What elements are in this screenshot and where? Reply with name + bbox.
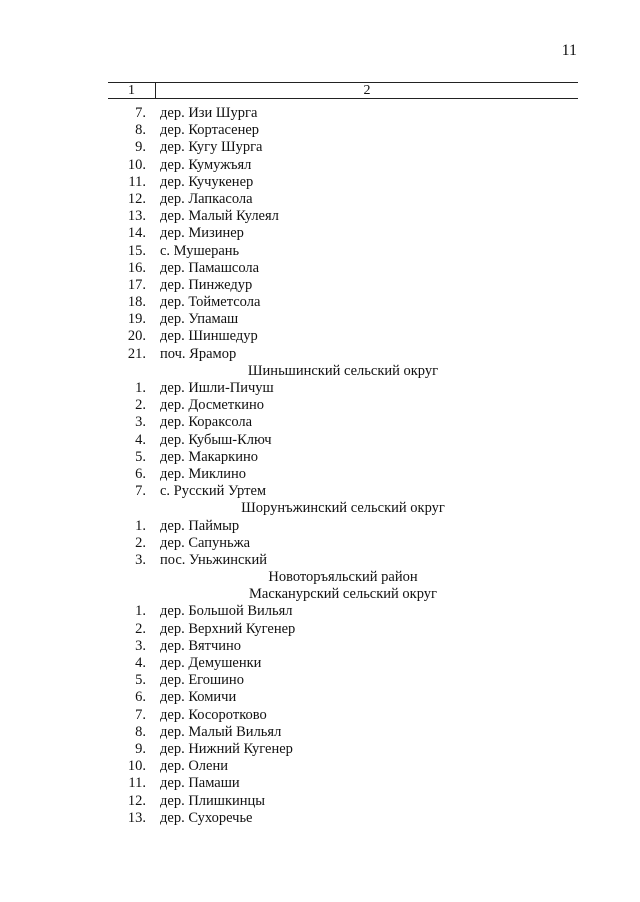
- list-item: [108, 397, 578, 414]
- section-heading: [108, 586, 578, 603]
- list-item-name: с. Русский Уртем: [160, 483, 267, 500]
- settlement-list: [108, 105, 578, 827]
- list-item-number: 1.: [135, 517, 146, 534]
- list-item-name: дер. Егошино: [160, 672, 244, 689]
- list-item: [108, 174, 578, 191]
- list-item-number: 9.: [135, 740, 146, 757]
- list-item: [108, 483, 578, 500]
- list-item-number: 11.: [128, 173, 146, 190]
- list-item: [108, 655, 578, 672]
- list-item-name: дер. Паймыр: [160, 517, 240, 534]
- list-item-number: 7.: [135, 483, 146, 500]
- page-number: 11: [561, 42, 577, 59]
- list-item: [108, 122, 578, 139]
- list-item: [108, 139, 578, 156]
- list-item-name: дер. Большой Вильял: [160, 603, 293, 620]
- list-item: [108, 243, 578, 260]
- list-item-number: 3.: [135, 551, 146, 568]
- list-item: [108, 638, 578, 655]
- list-item: [108, 518, 578, 535]
- list-item-number: 19.: [127, 311, 146, 328]
- list-item: [108, 346, 578, 363]
- list-item: [108, 741, 578, 758]
- list-item: [108, 380, 578, 397]
- list-item-number: 6.: [135, 465, 146, 482]
- list-item-number: 10.: [127, 156, 146, 173]
- list-item-name: с. Мушерань: [160, 242, 240, 259]
- list-item-name: дер. Изи Шурга: [160, 105, 258, 121]
- list-item-number: 13.: [127, 809, 146, 826]
- list-item-number: 1.: [135, 603, 146, 620]
- list-item-name: пос. Уньжинский: [160, 551, 267, 568]
- list-item: [108, 810, 578, 827]
- list-item-name: дер. Кугу Шурга: [160, 139, 263, 156]
- list-item-number: 9.: [135, 139, 146, 156]
- list-item-name: дер. Шиншедур: [160, 328, 258, 345]
- list-item: [108, 535, 578, 552]
- list-item-number: 21.: [127, 345, 146, 362]
- list-item: [108, 466, 578, 483]
- list-item: [108, 724, 578, 741]
- list-item: [108, 758, 578, 775]
- list-item-number: 13.: [127, 208, 146, 225]
- list-item-name: дер. Миклино: [160, 465, 247, 482]
- list-item-name: дер. Косоротково: [160, 706, 267, 723]
- list-item: [108, 105, 578, 122]
- list-item-number: 20.: [127, 328, 146, 345]
- list-item-number: 3.: [135, 414, 146, 431]
- list-item-name: дер. Кораксола: [160, 414, 253, 431]
- list-item-number: 18.: [127, 294, 146, 311]
- list-item: [108, 328, 578, 345]
- section-heading-text: Шорунъжинский сельский округ: [241, 500, 445, 517]
- list-item-number: 6.: [135, 689, 146, 706]
- list-item: [108, 672, 578, 689]
- list-item: [108, 157, 578, 174]
- list-item: [108, 277, 578, 294]
- list-item-number: 5.: [135, 672, 146, 689]
- list-item: [108, 552, 578, 569]
- list-item-name: дер. Комичи: [160, 689, 237, 706]
- list-item-number: 14.: [127, 225, 146, 242]
- list-item-number: 12.: [127, 792, 146, 809]
- list-item-number: 2.: [135, 397, 146, 414]
- list-item-name: дер. Памашсола: [160, 259, 260, 276]
- list-item-name: дер. Малый Кулеял: [160, 208, 279, 225]
- list-item: [108, 432, 578, 449]
- list-item-number: 15.: [127, 242, 146, 259]
- list-item-name: дер. Макаркино: [160, 448, 258, 465]
- list-item-number: 7.: [135, 706, 146, 723]
- list-item-name: дер. Мизинер: [160, 225, 244, 242]
- list-item: [108, 225, 578, 242]
- list-item: [108, 294, 578, 311]
- section-heading-text: Новоторъяльский район: [268, 569, 418, 586]
- list-item-name: дер. Кумужъял: [160, 156, 252, 173]
- list-item-name: дер. Кубыш-Ключ: [160, 431, 272, 448]
- list-item-name: дер. Верхний Кугенер: [160, 620, 296, 637]
- list-item-name: дер. Вятчино: [160, 637, 242, 654]
- list-item-number: 12.: [127, 190, 146, 207]
- section-heading: [108, 500, 578, 517]
- list-item: [108, 311, 578, 328]
- list-item-number: 5.: [135, 448, 146, 465]
- section-heading: [108, 363, 578, 380]
- list-item: [108, 260, 578, 277]
- list-item-number: 2.: [135, 534, 146, 551]
- list-item-number: 2.: [135, 620, 146, 637]
- list-item-name: дер. Плишкинцы: [160, 792, 266, 809]
- section-heading-text: Шиньшинский сельский округ: [247, 362, 439, 379]
- list-item: [108, 414, 578, 431]
- list-item-name: поч. Ярамор: [160, 345, 237, 362]
- list-item-name: дер. Ишли-Пичуш: [160, 380, 274, 396]
- list-item-number: 4.: [135, 431, 146, 448]
- table-header: [108, 82, 578, 99]
- list-item-name: дер. Тойметсола: [160, 294, 261, 311]
- section-heading: [108, 569, 578, 586]
- list-item-name: дер. Сухоречье: [160, 809, 253, 826]
- list-item: [108, 621, 578, 638]
- list-item-name: дер. Демушенки: [160, 655, 262, 671]
- list-item: [108, 449, 578, 466]
- list-item-number: 3.: [135, 637, 146, 654]
- section-heading-text: Масканурский сельский округ: [249, 586, 437, 603]
- table-header-col1: 1: [108, 83, 156, 98]
- list-item-number: 11.: [128, 775, 146, 792]
- list-item-name: дер. Памаши: [160, 775, 240, 792]
- list-item-name: дер. Лапкасола: [160, 190, 253, 207]
- list-item-name: дер. Олени: [160, 758, 228, 775]
- list-item-name: дер. Сапуньжа: [160, 534, 251, 551]
- list-item-number: 4.: [135, 655, 146, 671]
- list-item-number: 1.: [135, 380, 146, 396]
- list-item-name: дер. Нижний Кугенер: [160, 740, 293, 757]
- list-item: [108, 793, 578, 810]
- table-header-col2: 2: [363, 83, 371, 98]
- list-item-number: 10.: [127, 758, 146, 775]
- list-item-name: дер. Пинжедур: [160, 276, 253, 293]
- list-item: [108, 689, 578, 706]
- list-item: [108, 191, 578, 208]
- list-item-number: 17.: [127, 276, 146, 293]
- list-item-number: 8.: [135, 122, 146, 139]
- list-item-name: дер. Досметкино: [160, 397, 265, 414]
- list-item-number: 8.: [135, 723, 146, 740]
- list-item-name: дер. Кортасенер: [160, 122, 260, 139]
- list-item: [108, 775, 578, 792]
- list-item: [108, 208, 578, 225]
- list-item-number: 7.: [135, 105, 146, 121]
- list-item: [108, 603, 578, 620]
- list-item-name: дер. Упамаш: [160, 311, 239, 328]
- list-item-number: 16.: [127, 259, 146, 276]
- list-item-name: дер. Кучукенер: [160, 173, 254, 190]
- list-item: [108, 707, 578, 724]
- list-item-name: дер. Малый Вильял: [160, 723, 282, 740]
